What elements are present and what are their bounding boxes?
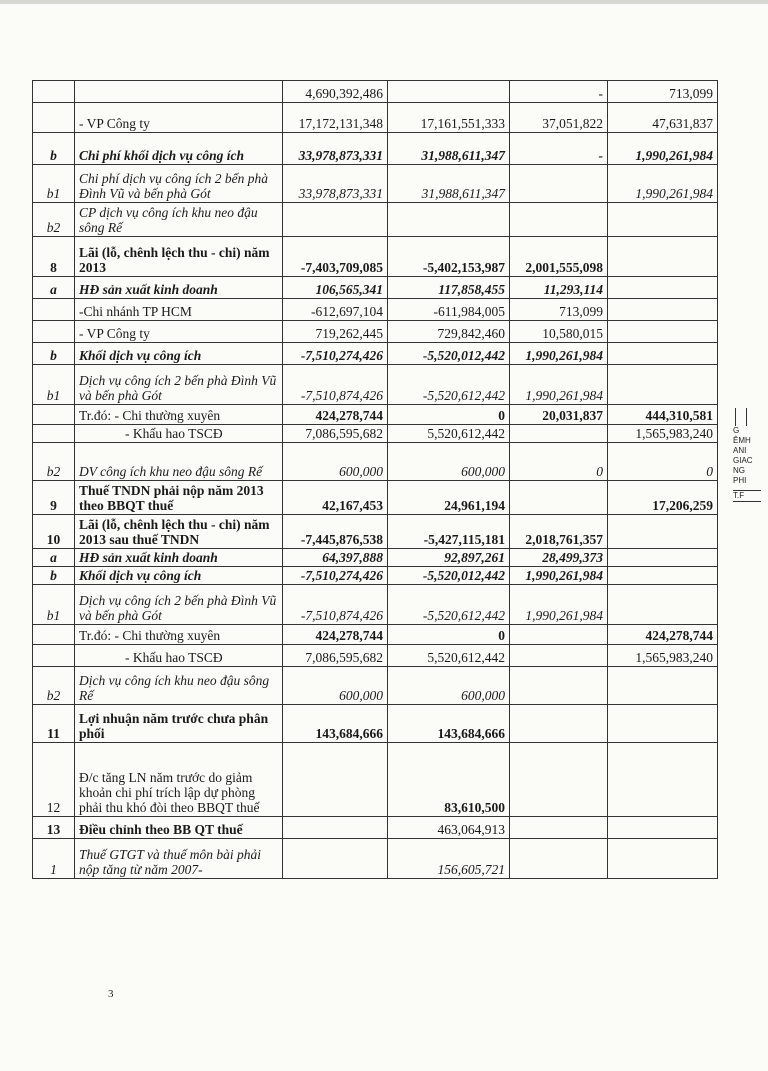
table-row xyxy=(33,405,718,425)
row-number xyxy=(33,299,75,321)
value-col-2: 600,000 xyxy=(388,667,510,705)
value-col-1 xyxy=(283,743,388,817)
row-label xyxy=(75,81,283,103)
row-number xyxy=(33,425,75,443)
value-col-2: -5,402,153,987 xyxy=(388,237,510,277)
value-col-4 xyxy=(608,237,718,277)
value-col-2: -5,520,012,442 xyxy=(388,343,510,365)
value-col-2: 5,520,612,442 xyxy=(388,645,510,667)
value-col-1: 143,684,666 xyxy=(283,705,388,743)
row-number: 9 xyxy=(33,481,75,515)
row-label: - VP Công ty xyxy=(75,321,283,343)
value-col-3 xyxy=(510,481,608,515)
row-number xyxy=(33,625,75,645)
value-col-1: 424,278,744 xyxy=(283,625,388,645)
table-row xyxy=(33,743,718,817)
row-number: a xyxy=(33,277,75,299)
value-col-2: 31,988,611,347 xyxy=(388,165,510,203)
value-col-4 xyxy=(608,299,718,321)
table-row xyxy=(33,567,718,585)
row-number: 13 xyxy=(33,817,75,839)
row-label: Đ/c tăng LN năm trước do giảm khoản chi phí trích lập dự phòng phải thu khó đòi theo BBQT thuế xyxy=(75,743,283,817)
row-number: b xyxy=(33,567,75,585)
value-col-2: 0 xyxy=(388,405,510,425)
value-col-1: 7,086,595,682 xyxy=(283,645,388,667)
value-col-2: -5,520,612,442 xyxy=(388,585,510,625)
row-number xyxy=(33,81,75,103)
scan-edge xyxy=(0,0,768,4)
table-row xyxy=(33,133,718,165)
value-col-3: 37,051,822 xyxy=(510,103,608,133)
value-col-2: 24,961,194 xyxy=(388,481,510,515)
value-col-3: 28,499,373 xyxy=(510,549,608,567)
row-label: HĐ sản xuất kinh doanh xyxy=(75,549,283,567)
table-row xyxy=(33,839,718,879)
value-col-4 xyxy=(608,567,718,585)
table-row xyxy=(33,237,718,277)
value-col-3: - xyxy=(510,81,608,103)
row-number xyxy=(33,405,75,425)
stamp-line: ANI xyxy=(733,446,747,455)
value-col-3 xyxy=(510,839,608,879)
stamp-bar xyxy=(735,408,747,426)
value-col-1: -7,510,874,426 xyxy=(283,585,388,625)
value-col-2 xyxy=(388,81,510,103)
stamp-line: T.F xyxy=(733,490,761,502)
value-col-2: 156,605,721 xyxy=(388,839,510,879)
row-label: Tr.đó: - Chi thường xuyên xyxy=(75,625,283,645)
value-col-2: 143,684,666 xyxy=(388,705,510,743)
value-col-1: 424,278,744 xyxy=(283,405,388,425)
row-label: DV công ích khu neo đậu sông Rế xyxy=(75,443,283,481)
row-label: -Chi nhánh TP HCM xyxy=(75,299,283,321)
row-number: a xyxy=(33,549,75,567)
value-col-1: 106,565,341 xyxy=(283,277,388,299)
row-number xyxy=(33,103,75,133)
table-body xyxy=(33,81,718,879)
row-label: Dịch vụ công ích 2 bến phà Đình Vũ và bến phà Gót xyxy=(75,365,283,405)
value-col-3 xyxy=(510,667,608,705)
table-row xyxy=(33,299,718,321)
table-row xyxy=(33,549,718,567)
value-col-4 xyxy=(608,667,718,705)
row-label: Thuế TNDN phải nộp năm 2013 theo BBQT thuế xyxy=(75,481,283,515)
financial-table xyxy=(32,80,718,879)
value-col-4: 1,990,261,984 xyxy=(608,133,718,165)
table-row xyxy=(33,645,718,667)
value-col-4: 47,631,837 xyxy=(608,103,718,133)
value-col-4 xyxy=(608,585,718,625)
value-col-4: 1,565,983,240 xyxy=(608,425,718,443)
table-row xyxy=(33,103,718,133)
row-number xyxy=(33,321,75,343)
row-label: HĐ sản xuất kinh doanh xyxy=(75,277,283,299)
row-label: Chi phí khối dịch vụ công ích xyxy=(75,133,283,165)
row-label: Lợi nhuận năm trước chưa phân phối xyxy=(75,705,283,743)
row-label: Khối dịch vụ công ích xyxy=(75,343,283,365)
row-label: Dịch vụ công ích khu neo đậu sông Rế xyxy=(75,667,283,705)
table-row xyxy=(33,81,718,103)
value-col-1: 600,000 xyxy=(283,443,388,481)
row-number: b1 xyxy=(33,165,75,203)
value-col-1: 719,262,445 xyxy=(283,321,388,343)
row-label: Lãi (lỗ, chênh lệch thu - chi) năm 2013 sau thuế TNDN xyxy=(75,515,283,549)
value-col-1: 33,978,873,331 xyxy=(283,133,388,165)
value-col-2: -5,520,612,442 xyxy=(388,365,510,405)
value-col-2: -611,984,005 xyxy=(388,299,510,321)
value-col-4: 424,278,744 xyxy=(608,625,718,645)
value-col-3: 1,990,261,984 xyxy=(510,567,608,585)
row-label: Thuế GTGT và thuế môn bài phải nộp tăng từ năm 2007- xyxy=(75,839,283,879)
value-col-4 xyxy=(608,705,718,743)
value-col-2: 117,858,455 xyxy=(388,277,510,299)
row-label: Tr.đó: - Chi thường xuyên xyxy=(75,405,283,425)
value-col-2: 83,610,500 xyxy=(388,743,510,817)
table-row xyxy=(33,365,718,405)
side-stamp xyxy=(733,408,765,502)
row-number: 12 xyxy=(33,743,75,817)
value-col-3 xyxy=(510,645,608,667)
table-row xyxy=(33,705,718,743)
table-row xyxy=(33,625,718,645)
value-col-3: 10,580,015 xyxy=(510,321,608,343)
row-label: - VP Công ty xyxy=(75,103,283,133)
value-col-1: -7,510,274,426 xyxy=(283,343,388,365)
value-col-4: 713,099 xyxy=(608,81,718,103)
table-row xyxy=(33,203,718,237)
value-col-2: -5,427,115,181 xyxy=(388,515,510,549)
value-col-1: 7,086,595,682 xyxy=(283,425,388,443)
value-col-1: 42,167,453 xyxy=(283,481,388,515)
value-col-1 xyxy=(283,839,388,879)
row-number: b xyxy=(33,133,75,165)
row-number: b1 xyxy=(33,585,75,625)
value-col-1 xyxy=(283,203,388,237)
value-col-3: 1,990,261,984 xyxy=(510,343,608,365)
value-col-4: 444,310,581 xyxy=(608,405,718,425)
table-row xyxy=(33,321,718,343)
row-number: 11 xyxy=(33,705,75,743)
table-row xyxy=(33,425,718,443)
row-number: b1 xyxy=(33,365,75,405)
value-col-3 xyxy=(510,705,608,743)
value-col-3: 20,031,837 xyxy=(510,405,608,425)
value-col-1: 17,172,131,348 xyxy=(283,103,388,133)
row-label: Lãi (lỗ, chênh lệch thu - chi) năm 2013 xyxy=(75,237,283,277)
stamp-line: GIAC xyxy=(733,456,753,465)
value-col-3: 1,990,261,984 xyxy=(510,585,608,625)
table-row xyxy=(33,817,718,839)
row-label: Điều chỉnh theo BB QT thuế xyxy=(75,817,283,839)
row-number: b xyxy=(33,343,75,365)
row-number: 10 xyxy=(33,515,75,549)
table-row xyxy=(33,667,718,705)
row-label: CP dịch vụ công ích khu neo đậu sông Rế xyxy=(75,203,283,237)
value-col-2: 31,988,611,347 xyxy=(388,133,510,165)
value-col-4 xyxy=(608,515,718,549)
value-col-3: 11,293,114 xyxy=(510,277,608,299)
value-col-3: - xyxy=(510,133,608,165)
row-label: - Khấu hao TSCĐ xyxy=(75,425,283,443)
table-row xyxy=(33,585,718,625)
value-col-2 xyxy=(388,203,510,237)
value-col-3: 2,001,555,098 xyxy=(510,237,608,277)
page-number: 3 xyxy=(108,988,114,1000)
value-col-4 xyxy=(608,839,718,879)
value-col-3 xyxy=(510,203,608,237)
value-col-2: 0 xyxy=(388,625,510,645)
value-col-1: 64,397,888 xyxy=(283,549,388,567)
value-col-2: 729,842,460 xyxy=(388,321,510,343)
value-col-4 xyxy=(608,817,718,839)
row-number: b2 xyxy=(33,203,75,237)
row-number: 8 xyxy=(33,237,75,277)
value-col-1 xyxy=(283,817,388,839)
row-label: Dịch vụ công ích 2 bến phà Đình Vũ và bến phà Gót xyxy=(75,585,283,625)
value-col-2: -5,520,012,442 xyxy=(388,567,510,585)
row-label: Khối dịch vụ công ích xyxy=(75,567,283,585)
value-col-3 xyxy=(510,817,608,839)
row-number: 1 xyxy=(33,839,75,879)
value-col-1: -7,445,876,538 xyxy=(283,515,388,549)
value-col-4: 0 xyxy=(608,443,718,481)
value-col-3: 713,099 xyxy=(510,299,608,321)
value-col-3 xyxy=(510,625,608,645)
value-col-4 xyxy=(608,549,718,567)
value-col-1: -7,510,274,426 xyxy=(283,567,388,585)
value-col-4: 17,206,259 xyxy=(608,481,718,515)
value-col-2: 92,897,261 xyxy=(388,549,510,567)
value-col-1: -7,403,709,085 xyxy=(283,237,388,277)
value-col-2: 600,000 xyxy=(388,443,510,481)
value-col-4: 1,565,983,240 xyxy=(608,645,718,667)
row-label: Chi phí dịch vụ công ích 2 bến phà Đình Vũ và bến phà Gót xyxy=(75,165,283,203)
value-col-1: 600,000 xyxy=(283,667,388,705)
table-row xyxy=(33,277,718,299)
stamp-line: NG xyxy=(733,466,745,475)
value-col-4: 1,990,261,984 xyxy=(608,165,718,203)
value-col-2: 463,064,913 xyxy=(388,817,510,839)
row-label: - Khấu hao TSCĐ xyxy=(75,645,283,667)
value-col-1: -7,510,874,426 xyxy=(283,365,388,405)
value-col-3: 2,018,761,357 xyxy=(510,515,608,549)
value-col-1: 4,690,392,486 xyxy=(283,81,388,103)
value-col-3 xyxy=(510,743,608,817)
value-col-1: -612,697,104 xyxy=(283,299,388,321)
table-row xyxy=(33,343,718,365)
value-col-4 xyxy=(608,277,718,299)
row-number: b2 xyxy=(33,667,75,705)
value-col-4 xyxy=(608,203,718,237)
value-col-3: 1,990,261,984 xyxy=(510,365,608,405)
value-col-3: 0 xyxy=(510,443,608,481)
value-col-3 xyxy=(510,165,608,203)
table-row xyxy=(33,443,718,481)
stamp-line: ÊMH xyxy=(733,436,751,445)
table-row xyxy=(33,481,718,515)
row-number xyxy=(33,645,75,667)
value-col-4 xyxy=(608,343,718,365)
row-number: b2 xyxy=(33,443,75,481)
value-col-4 xyxy=(608,743,718,817)
value-col-2: 17,161,551,333 xyxy=(388,103,510,133)
table-row xyxy=(33,165,718,203)
value-col-4 xyxy=(608,321,718,343)
table-row xyxy=(33,515,718,549)
value-col-2: 5,520,612,442 xyxy=(388,425,510,443)
value-col-4 xyxy=(608,365,718,405)
stamp-line: G xyxy=(733,426,740,435)
value-col-1: 33,978,873,331 xyxy=(283,165,388,203)
value-col-3 xyxy=(510,425,608,443)
stamp-line: PHI xyxy=(733,476,747,485)
